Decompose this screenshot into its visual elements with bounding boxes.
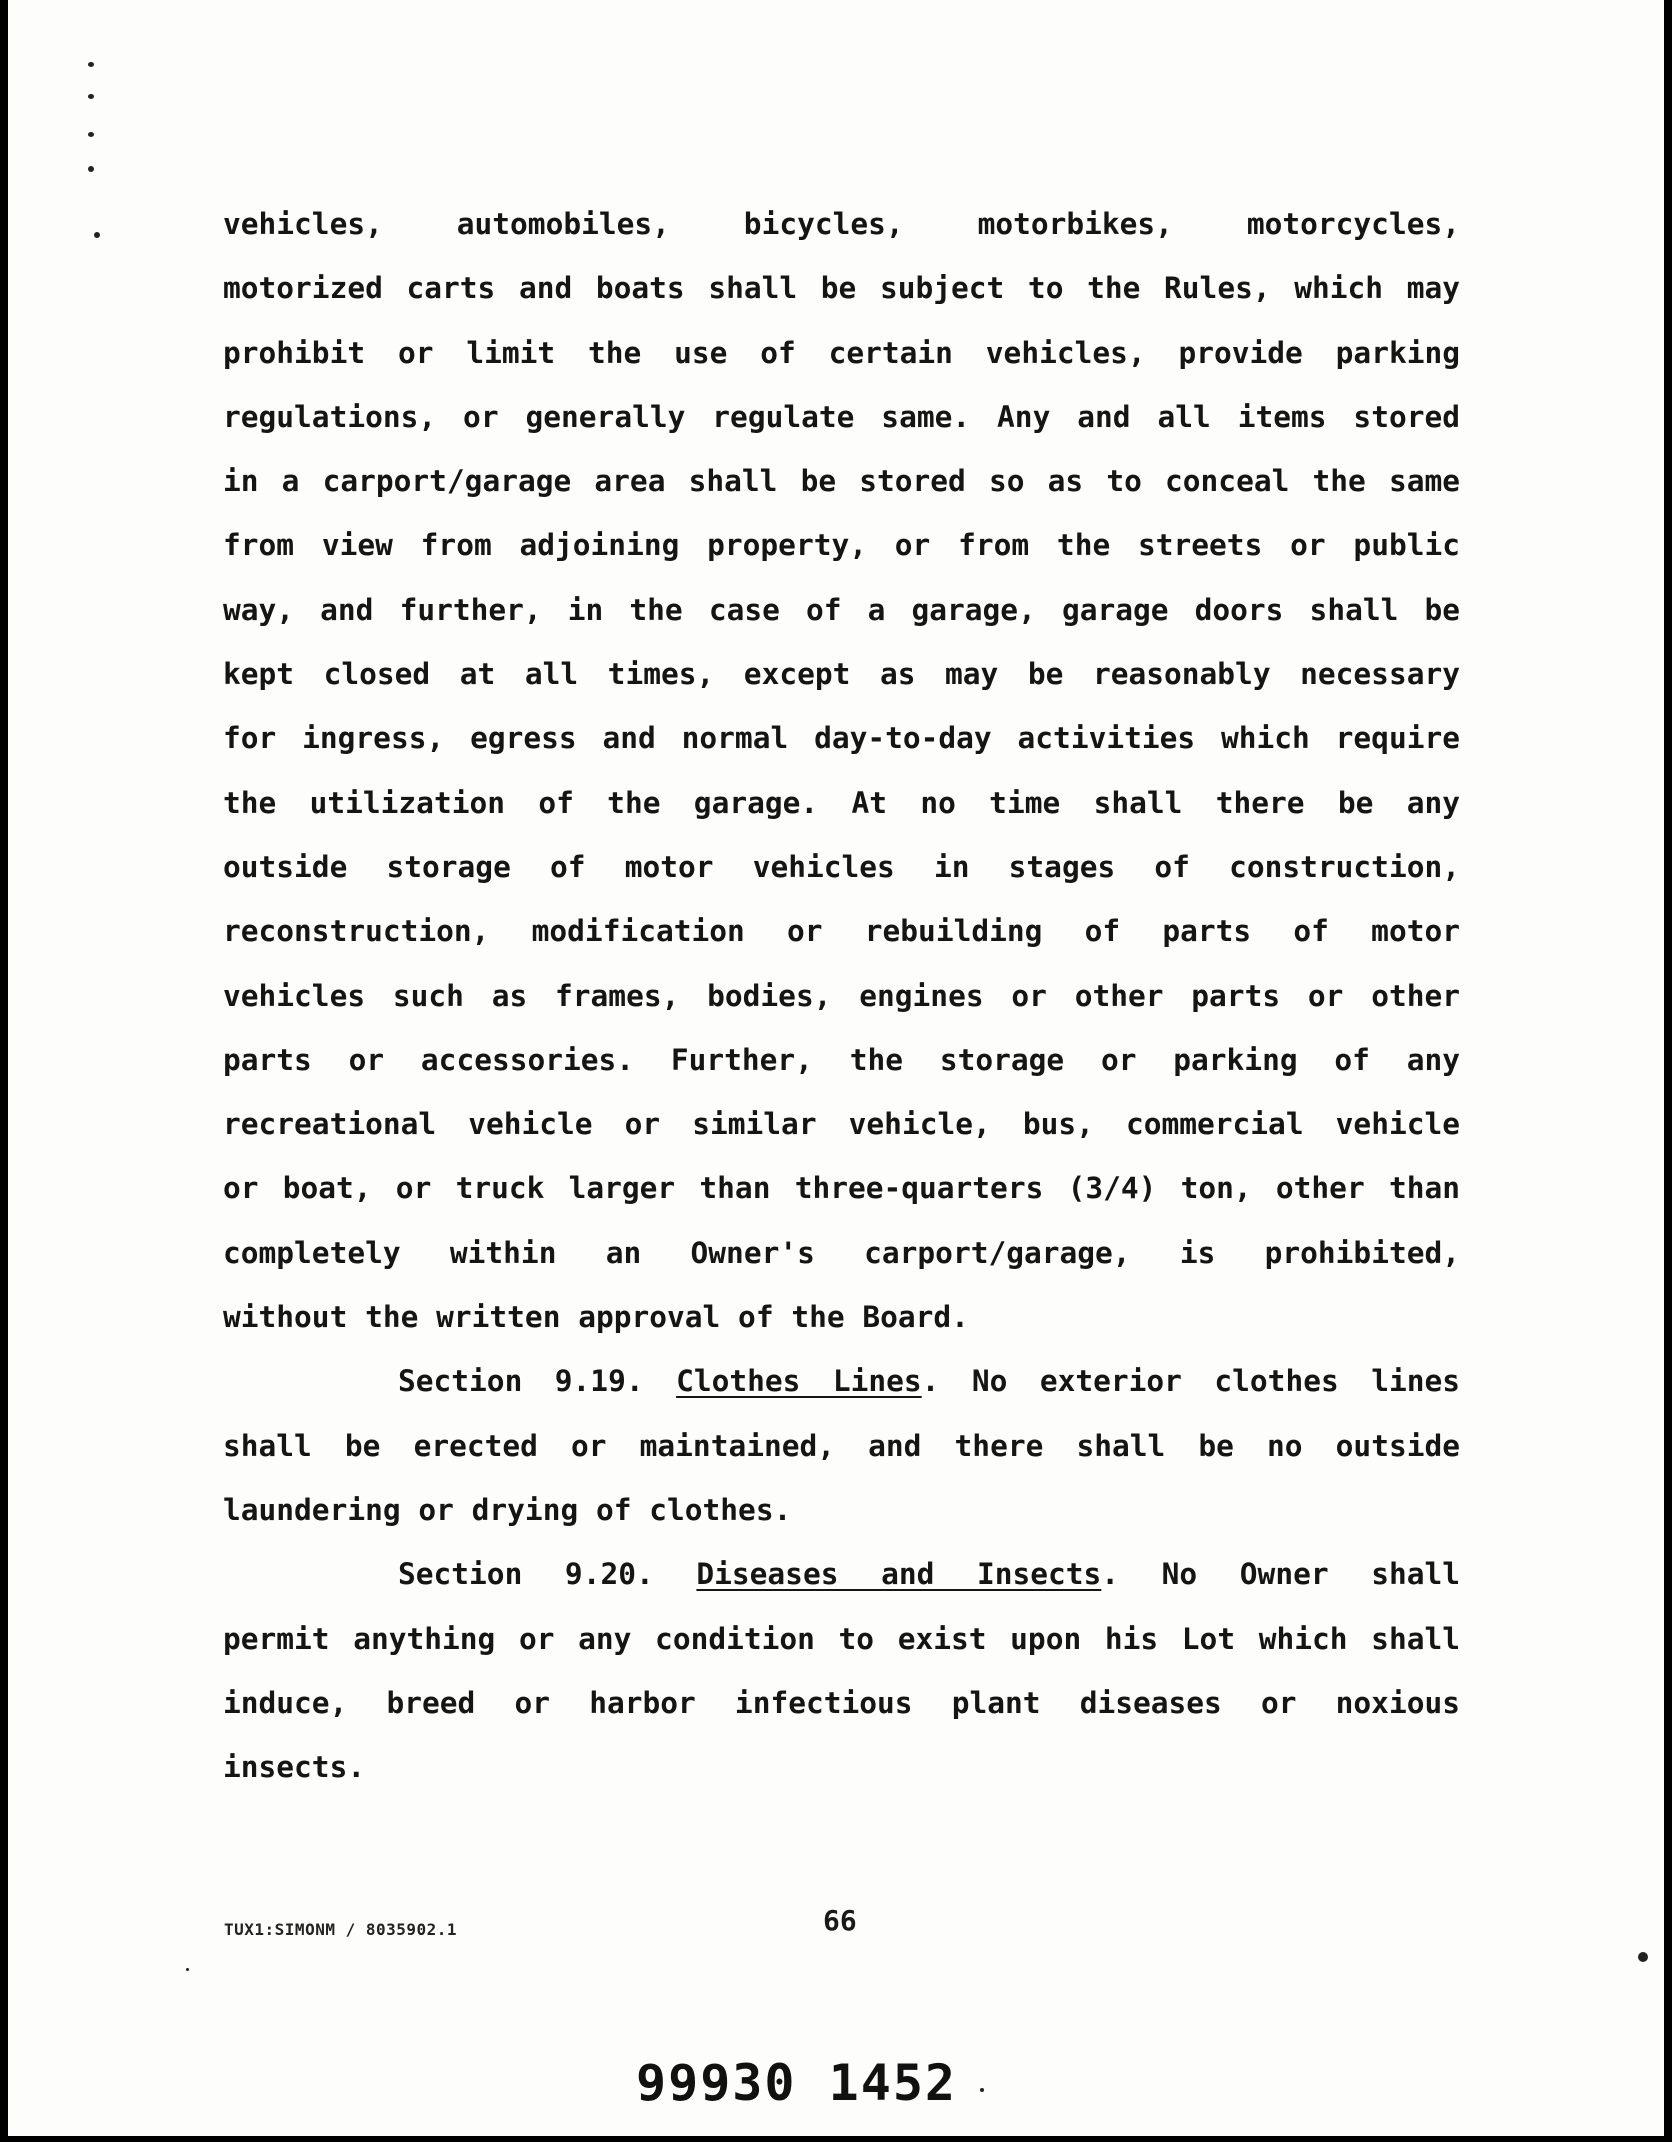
- scan-speck: [88, 94, 94, 99]
- text-line: prohibit or limit the use of certain vehicles, provide parking: [223, 335, 1460, 370]
- text-line: or boat, or truck larger than three-quarters (3/4) ton, other than: [223, 1171, 1460, 1206]
- section-number: Section 9.20.: [398, 1557, 654, 1592]
- text-line: the utilization of the garage. At no time shall there be any: [223, 785, 1460, 820]
- text-line: way, and further, in the case of a garage, garage doors shall be: [223, 592, 1460, 627]
- text-line: completely within an Owner's carport/garage, is prohibited,: [223, 1235, 1460, 1270]
- section-heading: Clothes Lines: [676, 1364, 922, 1399]
- text-line: vehicles, automobiles, bicycles, motorbikes, motorcycles,: [223, 207, 1460, 241]
- text-line: without the written approval of the Board.: [223, 1300, 969, 1335]
- text-line: shall be erected or maintained, and there shall be no outside: [223, 1428, 1460, 1463]
- document-page: [8, 0, 1664, 2136]
- section-9-19-heading-line: [223, 1349, 1460, 1413]
- scan-speck: [88, 62, 94, 67]
- scan-speck: [88, 166, 94, 172]
- text-line: parts or accessories. Further, the storage or parking of any: [223, 1042, 1460, 1077]
- text-line: reconstruction, modification or rebuilding of parts of motor: [223, 914, 1460, 949]
- text-line: for ingress, egress and normal day-to-day activities which require: [223, 721, 1460, 756]
- text-line: from view from adjoining property, or from the streets or public: [223, 528, 1460, 563]
- page-number: 66: [823, 1904, 857, 1937]
- text-line: permit anything or any condition to exist upon his Lot which shall: [223, 1621, 1460, 1656]
- scan-speck: [980, 2088, 984, 2092]
- footer-document-id: TUX1:SIMONM / 8035902.1: [224, 1920, 458, 1939]
- section-heading: Diseases and Insects: [696, 1557, 1102, 1592]
- scan-speck: [1638, 1952, 1648, 1962]
- text-line: in a carport/garage area shall be stored so as to conceal the same: [223, 464, 1460, 499]
- text-line: insects.: [223, 1750, 366, 1785]
- scan-speck: [88, 132, 94, 137]
- section-text: . No exterior clothes lines: [921, 1364, 1460, 1399]
- text-line: laundering or drying of clothes.: [223, 1492, 792, 1527]
- text-line: vehicles such as frames, bodies, engines or other parts or other: [223, 978, 1460, 1013]
- text-line: motorized carts and boats shall be subject to the Rules, which may: [223, 271, 1460, 306]
- document-body: [223, 192, 1460, 1799]
- text-line: kept closed at all times, except as may be reasonably necessary: [223, 657, 1460, 692]
- text-line: regulations, or generally regulate same. Any and all items stored: [223, 399, 1460, 434]
- bates-number: 99930 1452: [636, 2054, 958, 2112]
- scan-speck: [94, 232, 100, 238]
- text-line: recreational vehicle or similar vehicle, bus, commercial vehicle: [223, 1107, 1460, 1142]
- text-line: induce, breed or harbor infectious plant diseases or noxious: [223, 1685, 1460, 1720]
- text-line: outside storage of motor vehicles in stages of construction,: [223, 849, 1460, 884]
- scan-speck: [186, 1968, 189, 1971]
- section-text: . No Owner shall: [1101, 1557, 1461, 1592]
- section-9-20-heading-line: [223, 1542, 1460, 1606]
- section-number: Section 9.19.: [398, 1364, 644, 1399]
